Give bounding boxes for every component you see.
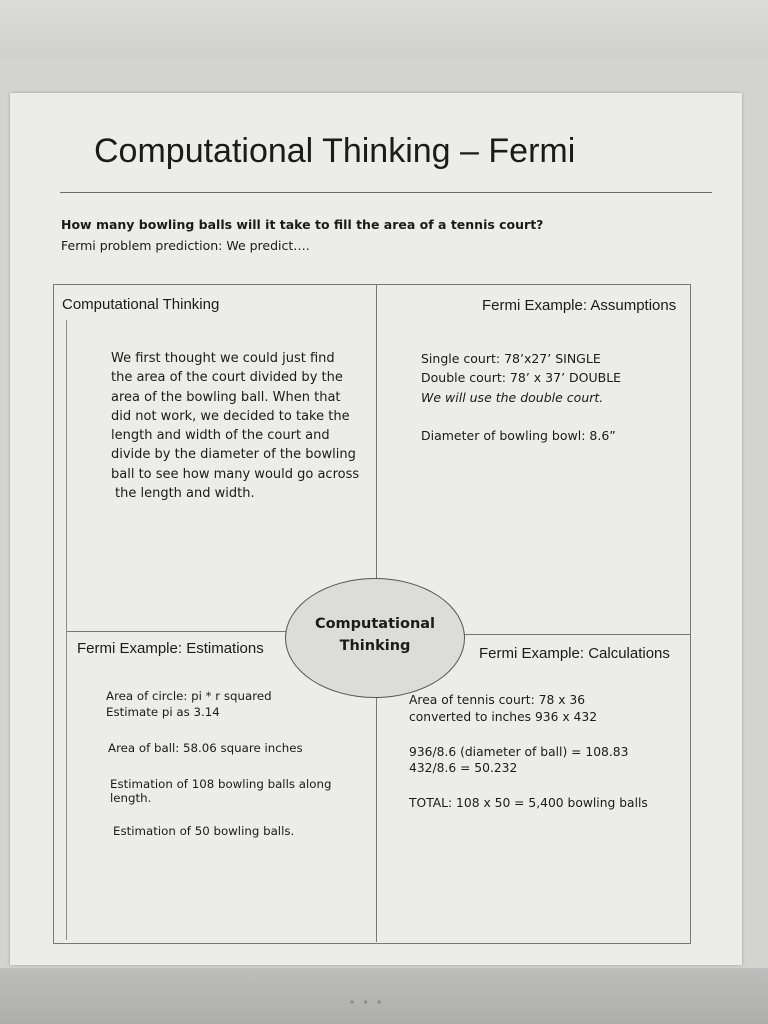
calc-length-line: 936/8.6 (diameter of ball) = 108.83 xyxy=(409,745,629,759)
text-line: area of the bowling ball. When that xyxy=(111,389,341,405)
text-line: the area of the court divided by the xyxy=(111,370,343,386)
double-court-line: Double court: 78’ x 37’ DOUBLE xyxy=(421,370,622,386)
text-line: length and width of the court and xyxy=(111,428,330,444)
text-line: did not work, we decided to take the xyxy=(111,408,350,424)
calc-width-line: 432/8.6 = 50.232 xyxy=(409,761,518,775)
total-line: TOTAL: 108 x 50 = 5,400 bowling balls xyxy=(409,796,648,810)
estimation-length-line: Estimation of 108 bowling balls along xyxy=(110,777,332,791)
converted-line: converted to inches 936 x 432 xyxy=(409,710,598,724)
diameter-line: Diameter of bowling bowl: 8.6” xyxy=(421,427,616,443)
use-double-court-line: We will use the double court. xyxy=(421,389,604,405)
page-indicator-dots: • • • xyxy=(350,995,385,1009)
area-circle-line: Area of circle: pi * r squared xyxy=(106,689,272,703)
estimation-width-line: Estimation of 50 bowling balls. xyxy=(113,824,295,838)
computational-thinking-text xyxy=(111,349,359,503)
area-court-line: Area of tennis court: 78 x 36 xyxy=(409,693,586,707)
single-court-line: Single court: 78’x27’ SINGLE xyxy=(421,351,601,366)
page-title: Computational Thinking – Fermi xyxy=(94,132,576,170)
title-divider xyxy=(60,192,712,193)
quadrant-header-calculations: Fermi Example: Calculations xyxy=(479,645,670,662)
quadrant-header-assumptions: Fermi Example: Assumptions xyxy=(482,297,677,314)
center-label-line-1: Computational xyxy=(314,616,436,632)
area-ball-line: Area of ball: 58.06 square inches xyxy=(108,741,303,755)
grid-horizontal-divider-right xyxy=(462,634,691,635)
center-label xyxy=(300,613,450,657)
grid-inner-left-edge xyxy=(66,320,67,940)
question-text: How many bowling balls will it take to fill the area of a tennis court? xyxy=(61,217,544,232)
screen-top-band xyxy=(0,0,768,60)
quadrant-header-estimations: Fermi Example: Estimations xyxy=(77,640,264,657)
text-line: We first thought we could just find xyxy=(111,351,335,366)
quadrant-header-computational-thinking: Computational Thinking xyxy=(62,296,220,313)
assumptions-text xyxy=(421,349,621,445)
estimate-pi-line: Estimate pi as 3.14 xyxy=(106,705,220,719)
text-line: divide by the diameter of the bowling xyxy=(111,447,356,463)
text-line: the length and width. xyxy=(115,486,255,502)
center-label-line-2: Thinking xyxy=(339,638,411,654)
prediction-text: Fermi problem prediction: We predict…. xyxy=(61,238,310,253)
text-line: ball to see how many would go across xyxy=(111,466,360,482)
grid-horizontal-divider-left xyxy=(66,631,292,632)
estimation-length-continued: length. xyxy=(110,791,152,805)
